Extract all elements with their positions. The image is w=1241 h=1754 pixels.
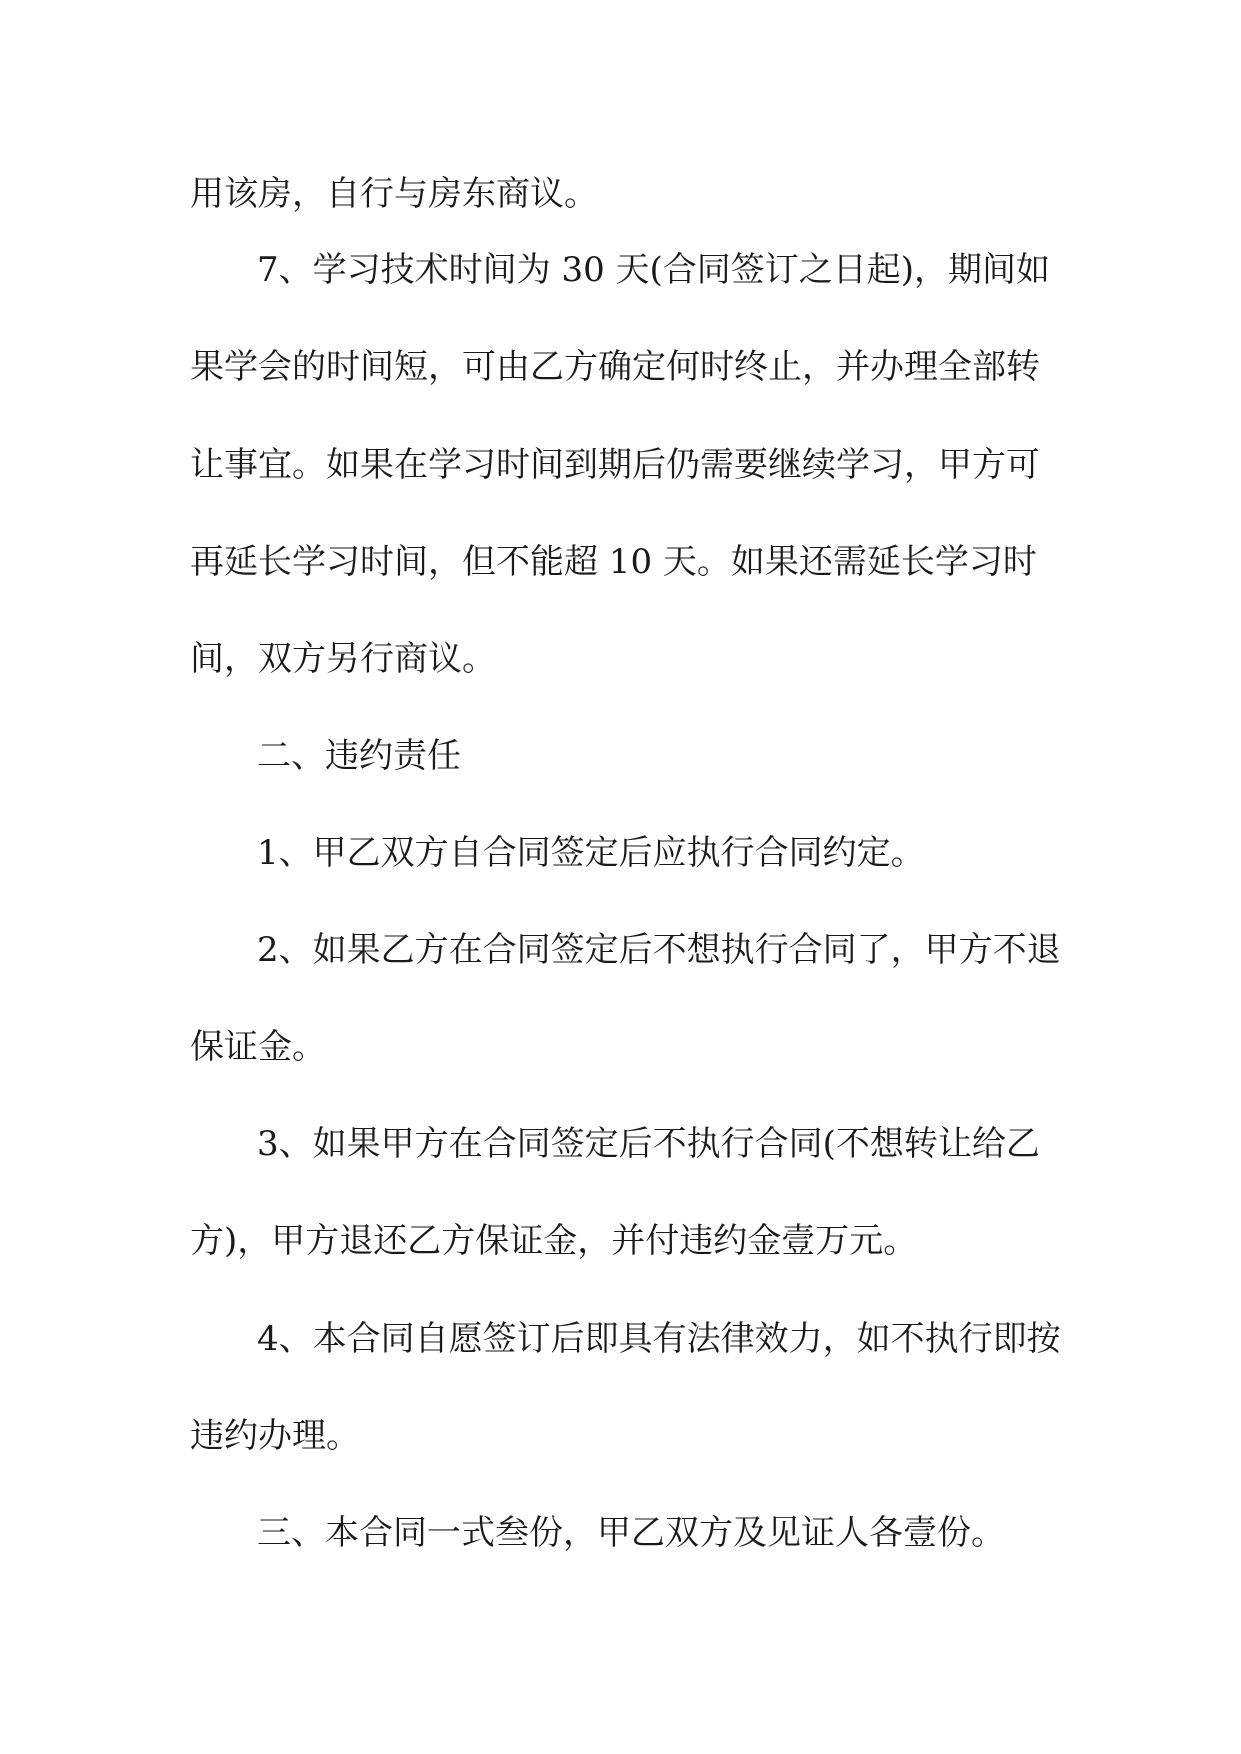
section-heading: 三、本合同一式叁份，甲乙双方及见证人各壹份。: [257, 1513, 1005, 1553]
text-line: 7、学习技术时间为 30 天(合同签订之日起)，期间如: [257, 250, 1051, 290]
text-line: 违约办理。: [190, 1416, 360, 1456]
text-line: 保证金。: [190, 1027, 326, 1067]
text-line: 用该房，自行与房东商议。: [190, 174, 598, 214]
text-line: 1、甲乙双方自合同签定后应执行合同约定。: [257, 833, 925, 873]
text-line: 间，双方另行商议。: [190, 639, 496, 679]
text-line: 4、本合同自愿签订后即具有法律效力，如不执行即按: [257, 1319, 1061, 1359]
text-line: 3、如果甲方在合同签定后不执行合同(不想转让给乙: [257, 1124, 1040, 1164]
text-line: 果学会的时间短，可由乙方确定何时终止，并办理全部转: [190, 347, 1040, 387]
text-line: 让事宜。如果在学习时间到期后仍需要继续学习，甲方可: [190, 445, 1040, 485]
text-line: 2、如果乙方在合同签定后不想执行合同了，甲方不退: [257, 930, 1061, 970]
text-line: 方)，甲方退还乙方保证金，并付违约金壹万元。: [190, 1221, 918, 1261]
section-heading: 二、违约责任: [257, 736, 461, 776]
text-line: 再延长学习时间，但不能超 10 天。如果还需延长学习时: [190, 542, 1037, 582]
